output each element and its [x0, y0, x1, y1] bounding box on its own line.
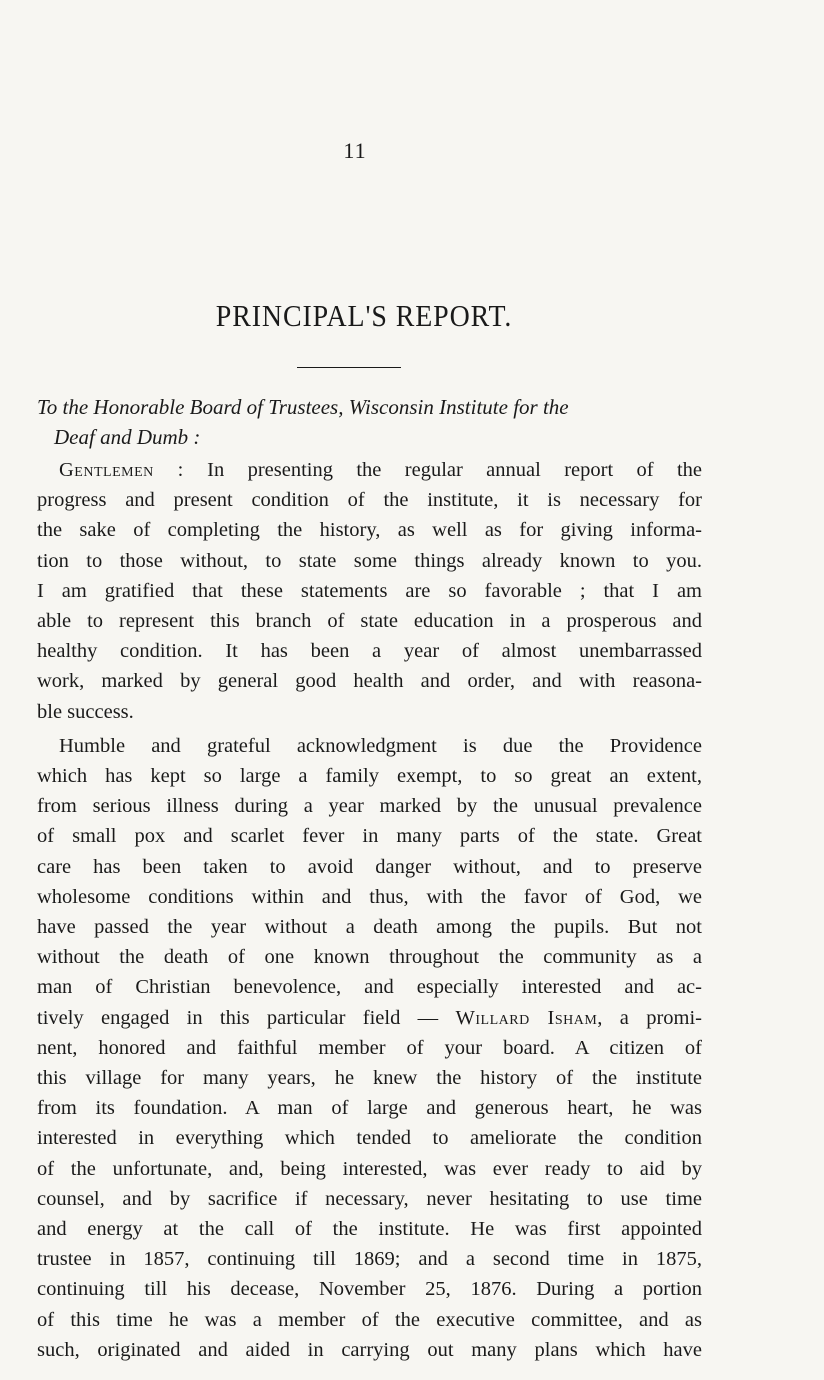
text-line: interested in everything which tended to ameliorate the condition: [37, 1127, 702, 1150]
text-line: care has been taken to avoid danger without, and to preserve: [37, 855, 702, 878]
salutation-line-1: To the Honorable Board of Trustees, Wisconsin Institute for the: [37, 395, 569, 419]
text-line: able to represent this branch of state education in a prosperous and: [37, 610, 702, 633]
text-segment: , a promi-: [597, 1006, 702, 1029]
page-number: 11: [343, 138, 367, 163]
text-line: work, marked by general good health and order, and with reasona-: [37, 670, 702, 693]
report-body: [37, 455, 702, 1369]
text-line: from serious illness during a year marked by the unusual prevalence: [37, 795, 702, 818]
text-line: the sake of completing the history, as well as for giving informa-: [37, 519, 702, 542]
text-line: such, originated and aided in carrying out many plans which have: [37, 1338, 702, 1361]
salutation: [37, 392, 697, 452]
text-line: trustee in 1857, continuing till 1869; and a second time in 1875,: [37, 1248, 702, 1271]
text-line: healthy condition. It has been a year of almost unembarrassed: [37, 640, 702, 663]
text-segment: tively engaged in this particular field —: [37, 1006, 456, 1029]
text-line: [37, 1003, 702, 1033]
text-line: tion to those without, to state some things already known to you.: [37, 549, 702, 572]
gentlemen-salutation: Gentlemen :: [59, 459, 184, 481]
person-name: Willard Isham: [455, 1006, 598, 1029]
text-line: from its foundation. A man of large and generous heart, he was: [37, 1097, 702, 1120]
title-rule: [297, 367, 401, 368]
text-line: which has kept so large a family exempt, to so great an extent,: [37, 765, 702, 788]
text-line: this village for many years, he knew the history of the institute: [37, 1067, 702, 1090]
text-line: counsel, and by sacrifice if necessary, never hesitating to use time: [37, 1187, 702, 1210]
text-line: and energy at the call of the institute. He was first appointed: [37, 1218, 702, 1241]
text-line: of this time he was a member of the executive committee, and as: [37, 1308, 702, 1331]
text-line: progress and present condition of the institute, it is necessary for: [37, 489, 702, 512]
text-line: of small pox and scarlet fever in many parts of the state. Great: [37, 825, 702, 848]
text-line: have passed the year without a death among the pupils. But not: [37, 916, 702, 939]
text-line: continuing till his decease, November 25, 1876. During a portion: [37, 1278, 702, 1301]
text-line: wholesome conditions within and thus, with the favor of God, we: [37, 885, 702, 908]
text-line: of the unfortunate, and, being interested, was ever ready to aid by: [37, 1157, 702, 1180]
text-line: I am gratified that these statements are so favorable ; that I am: [37, 579, 702, 602]
paragraph-1: [37, 455, 702, 727]
salutation-line-2: Deaf and Dumb :: [54, 425, 201, 449]
text-line: man of Christian benevolence, and especially interested and ac-: [37, 976, 702, 999]
text-segment: In presenting the regular annual report of the: [183, 459, 702, 481]
text-line: Humble and grateful acknowledgment is due the Providence: [59, 734, 702, 757]
paragraph-2: [37, 731, 702, 1365]
text-line: [37, 455, 702, 485]
text-line: nent, honored and faithful member of your board. A citizen of: [37, 1036, 702, 1059]
text-line: without the death of one known throughout the community as a: [37, 946, 702, 969]
report-title: PRINCIPAL'S REPORT.: [215, 298, 513, 333]
text-line: ble success.: [37, 700, 134, 723]
